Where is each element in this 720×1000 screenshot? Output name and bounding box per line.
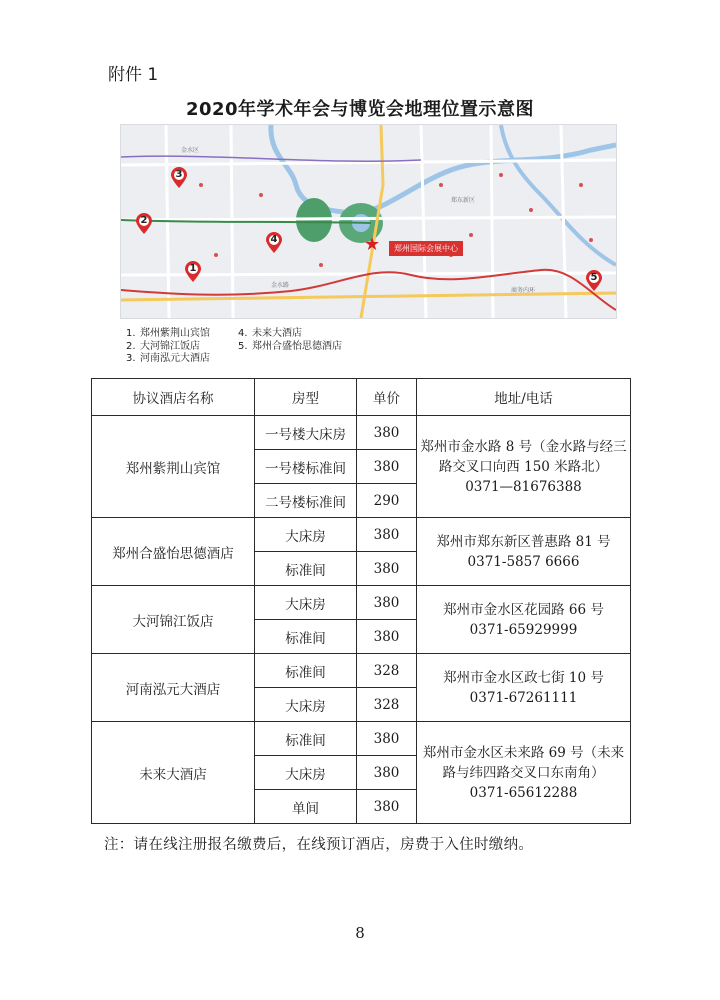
hotel-address [417,416,631,518]
room-price: 380 [357,756,417,790]
header-hotel-name: 协议酒店名称 [92,379,255,416]
phone-text: 0371-67261111 [469,689,578,706]
room-price: 380 [357,552,417,586]
header-price: 单价 [357,379,417,416]
legend-item: 3. 河南泓元大酒店 [126,353,210,364]
header-room-type: 房型 [255,379,357,416]
hotel-address [417,518,631,586]
room-price: 328 [357,654,417,688]
table-row [92,518,631,552]
page-title: 2020年学术年会与博览会地理位置示意图 [185,99,535,120]
table-row [92,722,631,756]
hotel-address [417,722,631,824]
room-type: 大床房 [255,756,357,790]
legend-item: 5. 郑州合盛怡思德酒店 [238,340,342,352]
room-type: 标准间 [255,620,357,654]
address-text: 郑州市金水区政七街 10 号 [443,669,604,686]
hotel-name: 郑州紫荆山宾馆 [92,416,255,518]
hotel-address [417,586,631,654]
room-price: 380 [357,586,417,620]
table-row [92,416,631,450]
header-address: 地址/电话 [417,379,631,416]
table-row [92,586,631,620]
room-type: 单间 [255,790,357,824]
location-map[interactable]: 金水区 郑东新区 金水路 商务内环 3 2 1 4 5 ★ 郑州国际会展中心 [120,124,617,319]
room-price: 380 [357,722,417,756]
room-price: 380 [357,790,417,824]
map-pin-5[interactable]: 5 [585,270,603,292]
room-type: 大床房 [255,518,357,552]
room-price: 380 [357,620,417,654]
room-type: 二号楼标准间 [255,484,357,518]
legend-item: 1. 郑州紫荆山宾馆 [126,328,210,339]
legend-item: 4. 未来大酒店 [238,328,302,339]
room-price: 328 [357,688,417,722]
map-pin-3[interactable]: 3 [170,167,188,189]
address-text: 郑州市金水区未来路 69 号（未来路与纬四路交叉口东南角） [422,744,625,781]
room-price: 290 [357,484,417,518]
room-price: 380 [357,518,417,552]
hotel-address [417,654,631,722]
phone-text: 0371-65612288 [469,784,578,801]
phone-text: 0371—81676388 [465,478,582,495]
room-type: 一号楼大床房 [255,416,357,450]
room-type: 标准间 [255,722,357,756]
address-text: 郑州市郑东新区普惠路 81 号 [436,533,611,550]
room-type: 大床房 [255,586,357,620]
attachment-label: 附件 1 [108,65,159,85]
map-pin-1[interactable]: 1 [184,261,202,283]
address-text: 郑州市金水区花园路 66 号 [443,601,604,618]
hotel-name: 河南泓元大酒店 [92,654,255,722]
phone-text: 0371-5857 6666 [467,553,580,570]
room-type: 标准间 [255,654,357,688]
address-text: 郑州市金水路 8 号（金水路与经三路交叉口向西 150 米路北） [420,438,627,475]
map-pin-2[interactable]: 2 [135,213,153,235]
map-legend [126,328,426,366]
table-row [92,654,631,688]
legend-item: 2. 大河锦江饭店 [126,340,200,352]
room-price: 380 [357,450,417,484]
hotel-name: 未来大酒店 [92,722,255,824]
room-price: 380 [357,416,417,450]
hotel-table [91,378,631,824]
room-type: 标准间 [255,552,357,586]
hotel-name: 郑州合盛怡思德酒店 [92,518,255,586]
phone-text: 0371-65929999 [469,621,578,638]
table-header-row [92,379,631,416]
hotel-name: 大河锦江饭店 [92,586,255,654]
venue-star-icon: ★ [364,234,381,255]
booking-note: 注：请在线注册报名缴费后，在线预订酒店，房费于入住时缴纳。 [104,837,534,853]
map-pin-4[interactable]: 4 [265,232,283,254]
room-type: 大床房 [255,688,357,722]
room-type: 一号楼标准间 [255,450,357,484]
venue-label: 郑州国际会展中心 [389,241,463,256]
page-number: 8 [355,924,365,942]
